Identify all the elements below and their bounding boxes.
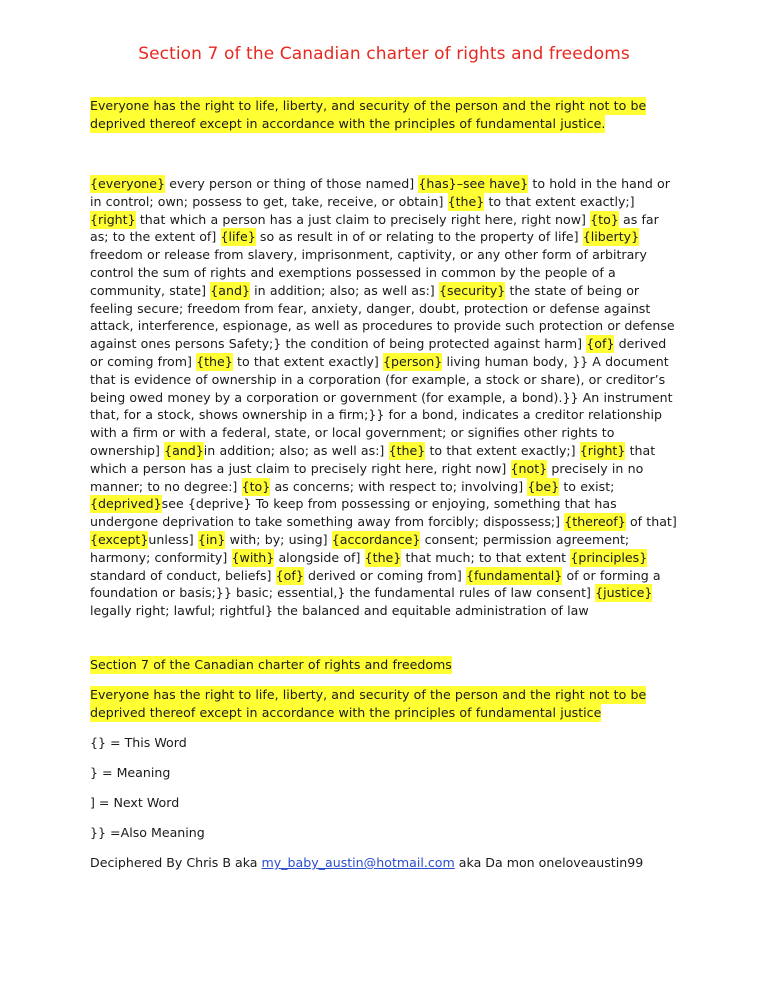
definition-text: alongside of]: [274, 549, 365, 565]
term-highlight: {with}: [231, 549, 275, 565]
term-highlight: {not}: [510, 460, 548, 476]
definition-text: in addition; also; as well as:]: [249, 282, 439, 298]
term-highlight: {be}: [527, 478, 560, 494]
definition-text: legally right; lawful; rightful} the balanced and equitable administration of law: [90, 603, 589, 619]
definition-text: standard of conduct, beliefs]: [90, 567, 276, 583]
legend-next-word: ] = Next Word: [90, 795, 180, 810]
term-highlight: {person}: [383, 353, 443, 369]
definition-text: the state of being or feeling secure; freedom from fear, anxiety, danger, doubt, protection or defense against attack, interference, espionage, as well as procedures to provide such protection or defense against ones persons Safety;} the condition of being protected against harm]: [90, 282, 675, 352]
term-highlight: {life}: [220, 229, 256, 245]
term-highlight: {to}: [241, 478, 271, 494]
term-highlight: {principles}: [570, 549, 648, 565]
term-highlight: {the}: [364, 549, 402, 565]
legend-also-meaning: }} =Also Meaning: [90, 825, 205, 840]
definition-text: consent; permission agreement; harmony; conformity]: [90, 531, 630, 565]
credit-prefix: Deciphered By Chris B aka: [90, 855, 262, 870]
definition-text: that which a person has a just claim to precisely right here, right now]: [90, 442, 656, 476]
term-highlight: {accordance}: [331, 531, 421, 547]
credit-line: [90, 854, 643, 872]
definition-text: unless]: [148, 531, 198, 547]
definition-text: that much; to that extent: [401, 549, 571, 565]
repeat-paragraph: [90, 686, 680, 722]
term-highlight: {right}: [579, 442, 626, 458]
definition-text: to hold in the hand or in control; own; possess to get, take, receive, or obtain]: [90, 176, 670, 209]
definition-text: in addition; also; as well as:]: [203, 442, 389, 458]
definition-text: every person or thing of those named]: [165, 176, 419, 191]
definition-text: to exist;: [559, 478, 615, 494]
term-highlight: {the}: [388, 442, 426, 458]
definition-text: derived or coming from]: [303, 567, 466, 583]
definition-text: with; by; using]: [225, 531, 332, 547]
term-highlight: {deprived}: [90, 496, 162, 512]
term-highlight: {the}: [196, 353, 233, 369]
legend-meaning: } = Meaning: [90, 765, 171, 780]
definition-text: freedom or release from slavery, imprisonment, captivity, or any other form of arbitrary control the sum of rights and exemptions possessed in common by the people of a community, state]: [90, 247, 647, 298]
definition-text: so as result in of or relating to the property of life]: [255, 229, 583, 245]
definition-text: as concerns; with respect to; involving]: [270, 478, 528, 494]
definition-text: as far as; to the extent of]: [90, 211, 659, 245]
term-highlight: {and}: [210, 282, 250, 298]
intro-paragraph: [90, 97, 680, 133]
term-highlight: {everyone}: [90, 176, 166, 191]
definition-text: derived or coming from]: [90, 336, 667, 369]
definitions-paragraph: [90, 175, 680, 620]
term-highlight: {in}: [197, 531, 226, 547]
term-highlight: {justice}: [595, 585, 653, 601]
definition-text: to that extent exactly;]: [484, 193, 635, 209]
legend-this-word: {} = This Word: [90, 735, 187, 750]
term-highlight: {except}: [90, 531, 149, 547]
term-highlight: {of}: [275, 567, 304, 583]
term-highlight: {of}: [586, 336, 615, 352]
repeat-highlight: Everyone has the right to life, liberty, and security of the person and the right not to be deprived thereof except in accordance with the principles of fundamental justice: [90, 687, 647, 720]
term-highlight: {security}: [438, 282, 506, 298]
section-subtitle-paragraph: [90, 656, 680, 674]
definition-text: to that extent exactly]: [232, 353, 384, 369]
email-link[interactable]: my_baby_austin@hotmail.com: [261, 855, 455, 870]
term-highlight: {to}: [590, 211, 619, 227]
term-highlight: {thereof}: [564, 514, 626, 530]
term-highlight: {right}: [90, 211, 136, 227]
term-highlight: {and}: [164, 442, 204, 458]
intro-highlight: Everyone has the right to life, liberty, and security of the person and the right not to be deprived thereof except in accordance with the principles of fundamental justice.: [90, 98, 647, 131]
definition-text: living human body, }} A document that is evidence of ownership in a corporation (for example, a stock or share), or creditor’s being owed money by a corporation or government (for example, a bond).}} An instrument that, for a stock, shows ownership in a firm;}} for a bond, indicates a creditor relationship with a firm or with a federal, state, or local government; or signifies other rights to ownership]: [90, 353, 673, 458]
definition-text: of or forming a foundation or basis;}} basic; essential,} the fundamental rules of law consent]: [90, 567, 661, 601]
term-highlight: {has}–see have}: [418, 176, 529, 191]
definition-text: see {deprive} To keep from possessing or enjoying, something that has undergone deprivation to take something away from forcibly; dispossess;]: [90, 496, 617, 530]
section-subtitle: Section 7 of the Canadian charter of rights and freedoms: [90, 657, 452, 672]
page-title: Section 7 of the Canadian charter of rights and freedoms: [138, 44, 630, 64]
definition-text: to that extent exactly;]: [425, 442, 580, 458]
term-highlight: {the}: [447, 193, 485, 209]
term-highlight: {fundamental}: [465, 567, 563, 583]
definition-text: that which a person has a just claim to precisely right here, right now]: [135, 211, 591, 227]
credit-suffix: aka Da mon oneloveaustin99: [454, 855, 644, 870]
definition-text: of that]: [625, 514, 677, 530]
definition-text: precisely in no manner; to no degree:]: [90, 460, 644, 494]
term-highlight: {liberty}: [582, 229, 640, 245]
